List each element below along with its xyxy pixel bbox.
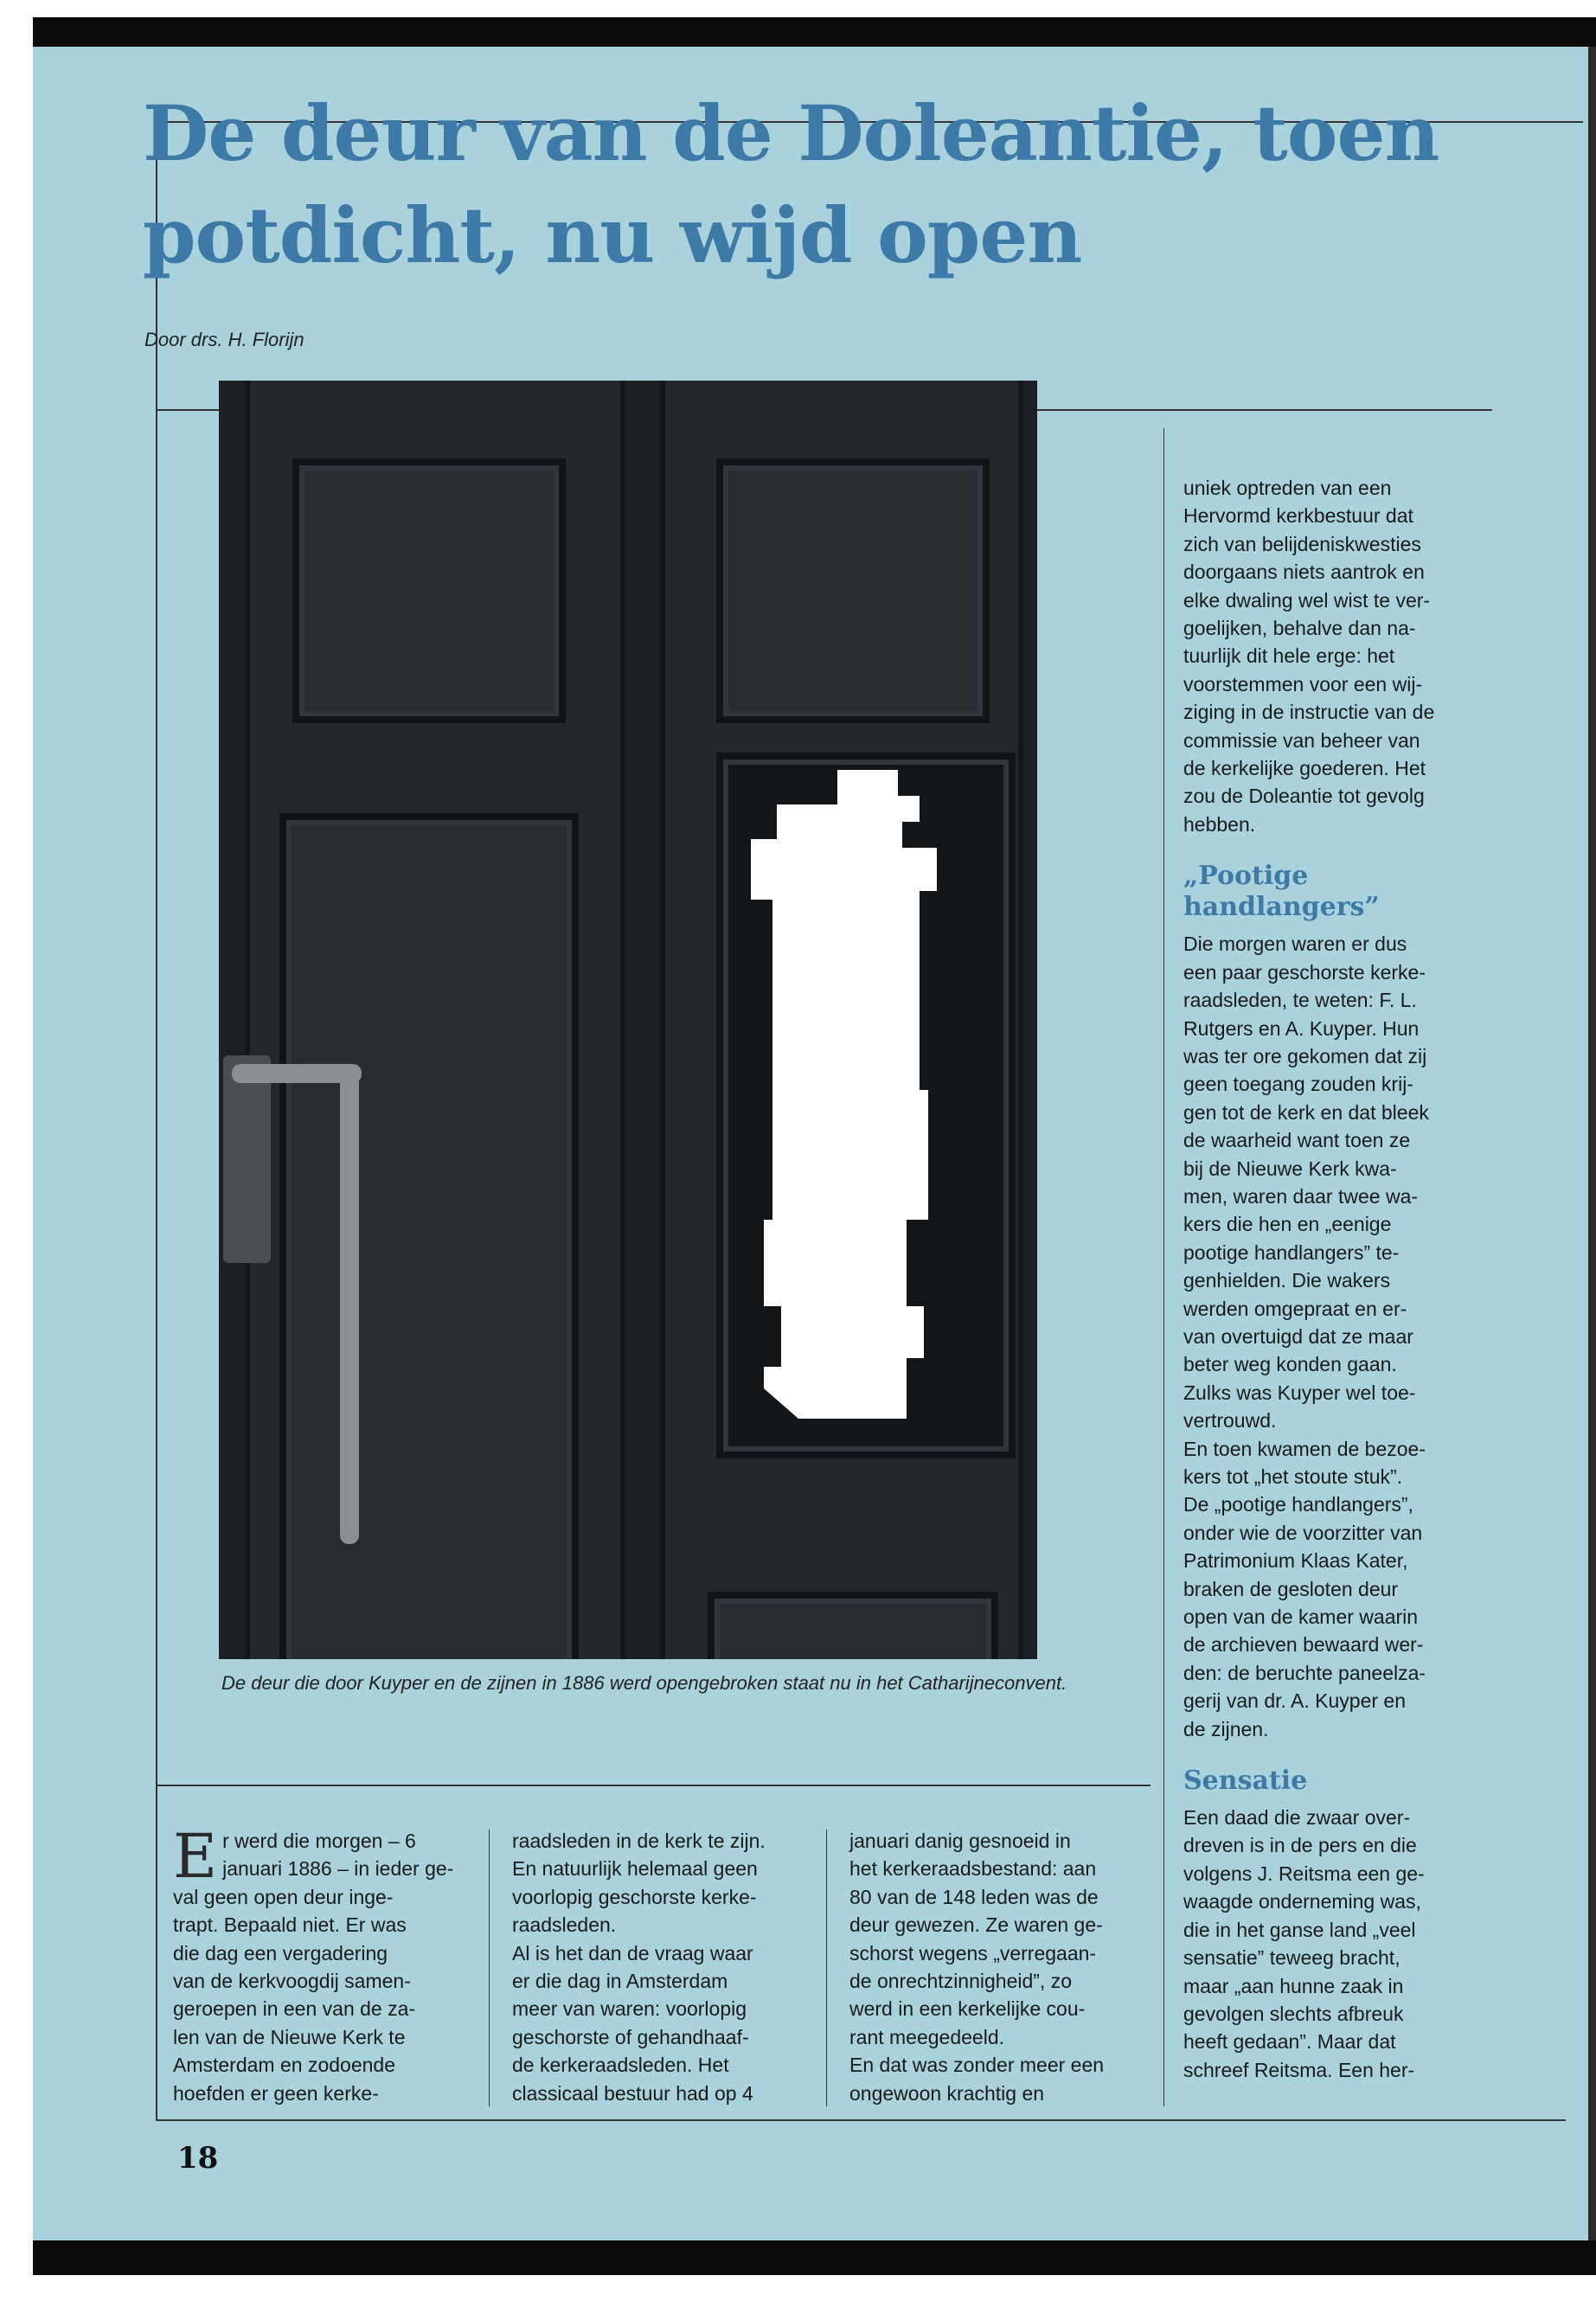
column-divider-3 (1163, 428, 1164, 2106)
title-frame-left (156, 121, 157, 2119)
scan-border-right (1588, 47, 1596, 2240)
body-text: r werd die morgen – 6 januari 1886 – in ieder ge- val geen open deur inge- trapt. Bepaald niet. Er was die dag een vergadering van de kerkvoogdij samen- geroepen in een van de za- len van de Nieuwe Kerk te Amsterdam en zodoende hoefden er geen kerke- (173, 1830, 454, 2105)
door-lock-plate (223, 1055, 271, 1263)
body-text: Die morgen waren er dus een paar geschorste kerke- raadsleden, te weten: F. L. Rutgers en A. Kuyper. Hun was ter ore gekomen dat zij geen toegang zouden krij- gen tot de kerk en dat bleek de waarheid want toen ze bij de Nieuwe Kerk kwa- men, waren daar twee wa- kers die hen en „eenige pootige handlangers” te- genhielden. Die wakers werden omgepraat en er- van overtuigd dat ze maar beter weg konden gaan. Zulks was Kuyper wel toe- vertrouwd. En toen kwamen de bezoe- kers tot „het stoute stuk”. De „pootige handlangers”, onder wie de voorzitter van Patrimonium Klaas Kater, braken de gesloten deur open van de kamer waarin de archieven bewaard wer- den: de beruchte paneelza- gerij van dr. A. Kuyper en de zijnen. (1183, 933, 1429, 1740)
body-column-1 (173, 1821, 476, 2107)
column-divider-2 (826, 1830, 827, 2106)
door-photo (219, 381, 1037, 1659)
door-panel (292, 458, 566, 723)
side-column (1183, 474, 1490, 2084)
body-text: Een daad die zwaar over- dreven is in de pers en die volgens J. Reitsma een ge- waagde onderneming was, die in het ganse land „veel sensatie” teweeg bracht, maar „aan hunne zaak in gevolgen slechts afbreuk heeft gedaan”. Maar dat schreef Reitsma. Een her- (1183, 1806, 1425, 2081)
door-panel (708, 1592, 998, 1659)
photo-caption: De deur die door Kuyper en de zijnen in 1886 werd opengebroken staat nu in het Catharijneconvent. (221, 1672, 1067, 1694)
body-text: raadsleden in de kerk te zijn. En natuurlijk helemaal geen voorlopig geschorste kerke- raadsleden. Al is het dan de vraag waar er die dag in Amsterdam meer van waren: voorlopig geschorste of gehandhaaf- de kerkeraadsleden. Het classicaal bestuur had op 4 (512, 1830, 766, 2105)
scan-border-top (33, 17, 1596, 47)
door-panel (716, 458, 990, 723)
door-panel (279, 813, 579, 1659)
byline: Door drs. H. Florijn (144, 329, 304, 350)
page-number: 18 (177, 2141, 219, 2176)
drop-cap: E (173, 1821, 218, 1892)
caption-rule (156, 1785, 1151, 1786)
door-handle-bar (340, 1064, 359, 1544)
body-column-2 (512, 1827, 815, 2107)
body-text: uniek optreden van een Hervormd kerkbestuur dat zich van belijdeniskwesties doorgaans niets aantrok en elke dwaling wel wist te ver- goelijken, behalve dan na- tuurlijk dit hele erge: het voorstemmen voor een wij- ziging in de instructie van de commissie van beheer van de kerkelijke goederen. Het zou de Doleantie tot gevolg hebben. (1183, 477, 1435, 836)
bottom-rule (156, 2119, 1566, 2121)
subheading-sensatie: Sensatie (1183, 1766, 1308, 1797)
body-text: januari danig gesnoeid in het kerkeraadsbestand: aan 80 van de 148 leden was de deur gewezen. Ze waren ge- schorst wegens „verregaan- de onrechtzinnigheid”, zo werd in een kerkelijke cou- rant meegedeeld. En dat was zonder meer een ongewoon krachtig en (849, 1830, 1105, 2105)
subheading-pootige-handlangers: „Pootige handlangers” (1183, 861, 1380, 923)
article-title: De deur van de Doleantie, toen potdicht, nu wijd open (143, 88, 1439, 280)
broken-window-opening (738, 770, 989, 1427)
column-divider-1 (489, 1830, 490, 2106)
body-column-3 (849, 1827, 1152, 2107)
scan-border-bottom (33, 2240, 1596, 2275)
